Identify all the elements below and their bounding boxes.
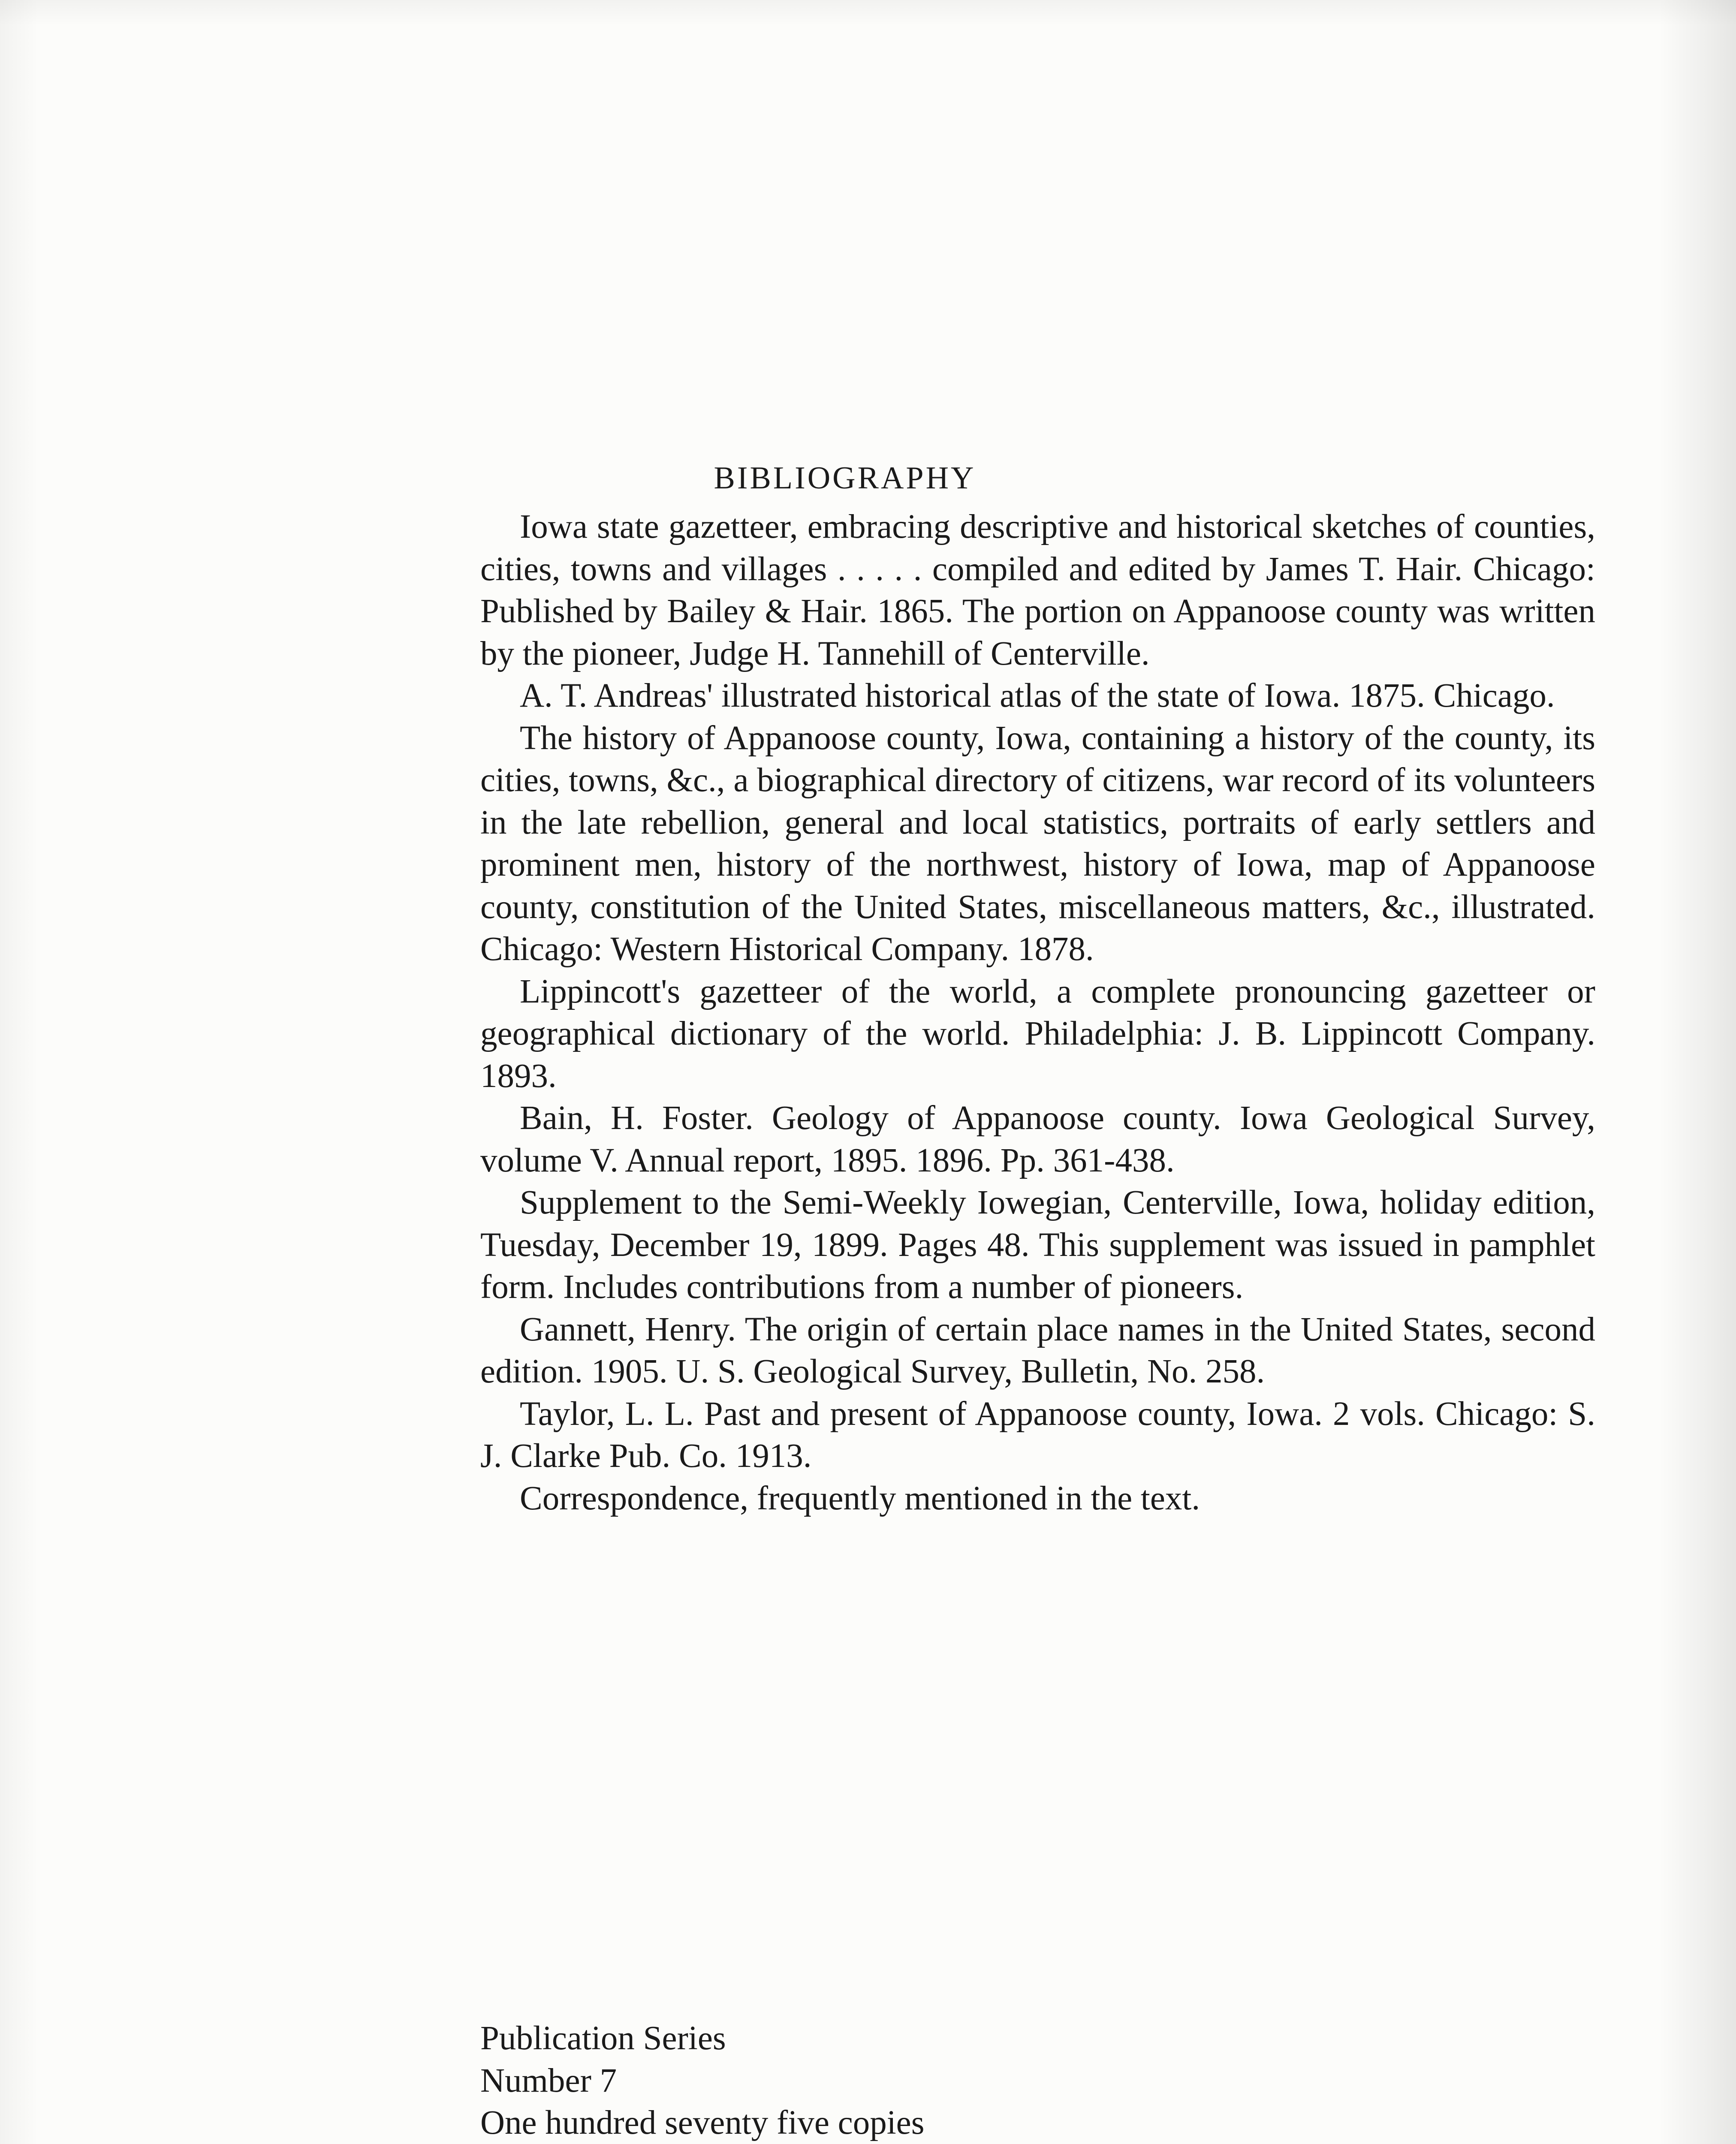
page-title: BIBLIOGRAPHY [714,461,976,496]
bibliography-entry: The history of Appanoose county, Iowa, containing a history of the county, its cities, towns, &c., a biographical directory of citizens, war record of its volunteers in the late rebellion, general and local statistics, portraits of early settlers and prominent men, history of the northwest, history of Iowa, map of Appanoose county, constitution of the United States, miscellaneous matters, &c., illustrated. Chicago: Western Historical Company. 1878. [480,719,1595,968]
scan-edge-left [0,0,39,2144]
bibliography-entry: Iowa state gazetteer, embracing descriptive and historical sketches of counties, cities, towns and villages . . . . . compiled and edited by James T. Hair. Chicago: Published by Bailey & Hair. 1865. The portion on Appanoose county was written by the pioneer, Judge H. Tannehill of Centerville. [480,508,1595,672]
bibliography-entry: A. T. Andreas' illustrated historical atlas of the state of Iowa. 1875. Chicago. [520,677,1555,714]
scan-edge-right [1659,0,1736,2144]
bibliography-entry: Taylor, L. L. Past and present of Appanoose county, Iowa. 2 vols. Chicago: S. J. Clarke Pub. Co. 1913. [480,1395,1595,1475]
bibliography-entry: Gannett, Henry. The origin of certain place names in the United States, second edition. 1905. U. S. Geological Survey, Bulletin, No. 258. [480,1310,1595,1390]
bibliography-entry: Correspondence, frequently mentioned in the text. [520,1479,1200,1517]
publication-copies: One hundred seventy five copies [480,2104,925,2141]
publication-info [480,2018,1209,2144]
bibliography-entry: Supplement to the Semi-Weekly Iowegian, Centerville, Iowa, holiday edition, Tuesday, December 19, 1899. Pages 48. This supplement was issued in pamphlet form. Includes contributions from a number of pioneers. [480,1184,1595,1306]
publication-series: Publication Series [480,2020,726,2057]
bibliography-entry: Bain, H. Foster. Geology of Appanoose county. Iowa Geological Survey, volume V. Annual report, 1895. 1896. Pp. 361-438. [480,1099,1595,1179]
bibliography-list [480,506,1595,1520]
bibliography-entry: Lippincott's gazetteer of the world, a complete pronouncing gazetteer or geographical dictionary of the world. Philadelphia: J. B. Lippincott Company. 1893. [480,973,1595,1095]
scan-edge-top [0,0,1736,26]
publication-number: Number 7 [480,2062,617,2099]
